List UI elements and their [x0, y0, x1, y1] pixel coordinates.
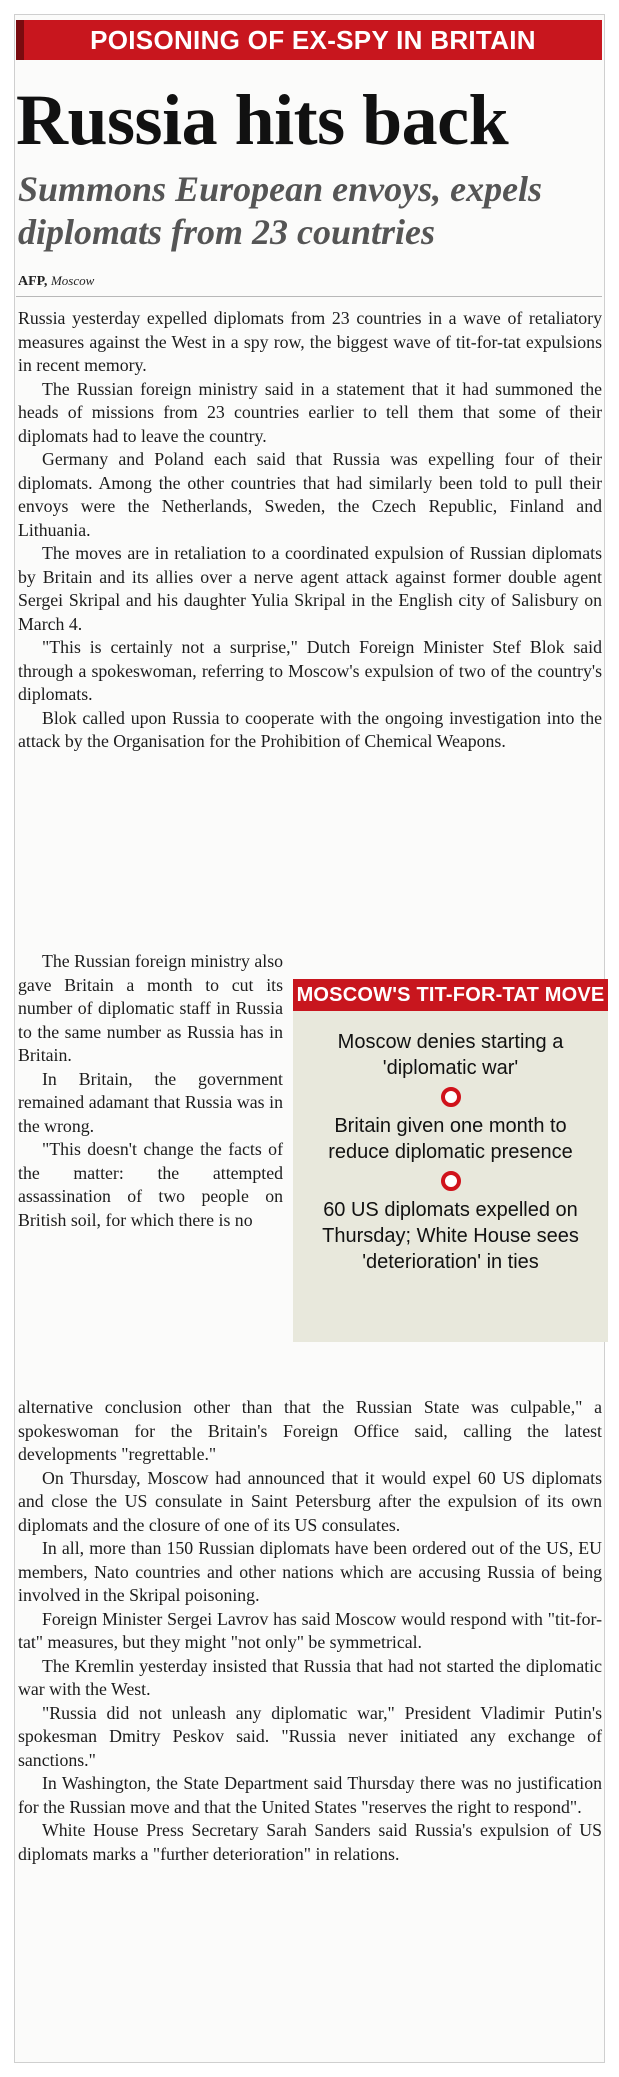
factbox-item: 60 US diplomats expelled on Thursday; White House sees 'deterioration' in ties — [322, 1199, 579, 1273]
bullet-circle-icon — [441, 1087, 461, 1107]
factbox-sidebar — [293, 979, 608, 1342]
paragraph: White House Press Secretary Sarah Sanders said Russia's expulsion of US diplomats marks a "further deterioration" in relations. — [18, 1820, 602, 1864]
paragraph: Foreign Minister Sergei Lavrov has said Moscow would respond with "tit-for-tat" measures, but they might "not only" be symmetrical. — [18, 1608, 602, 1652]
paragraph: In Washington, the State Department said Thursday there was no justification for the Russian move and that the United States "reserves the right to respond". — [18, 1773, 602, 1817]
paragraph: Blok called upon Russia to cooperate with the ongoing investigation into the attack by the Organisation for the Prohibition of Chemical Weapons. — [18, 707, 602, 751]
paragraph: The Kremlin yesterday insisted that Russia that had not started the diplomatic war with the West. — [18, 1655, 602, 1699]
paragraph: Germany and Poland each said that Russia was expelling four of their diplomats. Among the other countries that had similarly been told to pull their envoys were the Netherlands, Sweden, the Czech Republic, Finland and Lithuania. — [18, 449, 602, 540]
article-body-bottom — [18, 1396, 602, 1866]
byline — [18, 273, 94, 290]
paragraph: On Thursday, Moscow had announced that it would expel 60 US diplomats and close the US consulate in Saint Petersburg after the expulsion of its own diplomats and the closure of one of its US consulates. — [18, 1467, 602, 1535]
headline: Russia hits back — [16, 80, 509, 160]
paragraph: Russia yesterday expelled diplomats from 23 countries in a wave of retaliatory measures against the West in a spy row, the biggest wave of tit-for-tat expulsions in recent memory. — [18, 308, 602, 375]
article-body-narrow-column — [18, 950, 283, 1232]
byline-divider — [16, 296, 602, 297]
byline-agency: AFP, — [18, 274, 48, 289]
paragraph: The Russian foreign ministry also gave Britain a month to cut its number of diplomatic staff in Russia to the same number as Russia has in Britain. — [18, 951, 284, 1065]
bullet-circle-icon — [441, 1171, 461, 1191]
paragraph: "This is certainly not a surprise," Dutch Foreign Minister Stef Blok said through a spokeswoman, referring to Moscow's expulsion of two of the country's diplomats. — [18, 637, 602, 704]
paragraph: "Russia did not unleash any diplomatic war," President Vladimir Putin's spokesman Dmitry Peskov said. "Russia never initiated any exchange of sanctions." — [18, 1702, 602, 1770]
paragraph: In Britain, the government remained adamant that Russia was in the wrong. — [18, 1068, 283, 1136]
section-kicker: POISONING OF EX-SPY IN BRITAIN — [16, 20, 602, 60]
paragraph: In all, more than 150 Russian diplomats have been ordered out of the US, EU members, Nato countries and other nations which are accusing Russia of being involved in the Skripal poisoning. — [18, 1538, 602, 1605]
subheadline: Summons European envoys, expels diplomats from 23 countries — [18, 169, 543, 252]
paragraph: The moves are in retaliation to a coordinated expulsion of Russian diplomats by Britain and its allies over a nerve agent attack against former double agent Sergei Skripal and his daughter Yulia Skripal in the English city of Salisbury on March 4. — [18, 543, 602, 634]
factbox-item: Britain given one month to reduce diplomatic presence — [328, 1115, 573, 1163]
factbox-title: MOSCOW'S TIT-FOR-TAT MOVE — [293, 979, 608, 1011]
byline-place: Moscow — [50, 273, 95, 288]
article-body-top — [18, 307, 602, 754]
factbox-item: Moscow denies starting a 'diplomatic war' — [337, 1031, 564, 1079]
paragraph: "This doesn't change the facts of the matter: the attempted assassination of two people on British soil, for which there is no — [18, 1139, 283, 1230]
paragraph: The Russian foreign ministry said in a statement that it had summoned the heads of missions from 23 countries earlier to tell them that some of their diplomats had to leave the country. — [18, 378, 602, 446]
paragraph: alternative conclusion other than that the Russian State was culpable," a spokeswoman for the Britain's Foreign Office said, calling the latest developments "regrettable." — [18, 1397, 602, 1464]
